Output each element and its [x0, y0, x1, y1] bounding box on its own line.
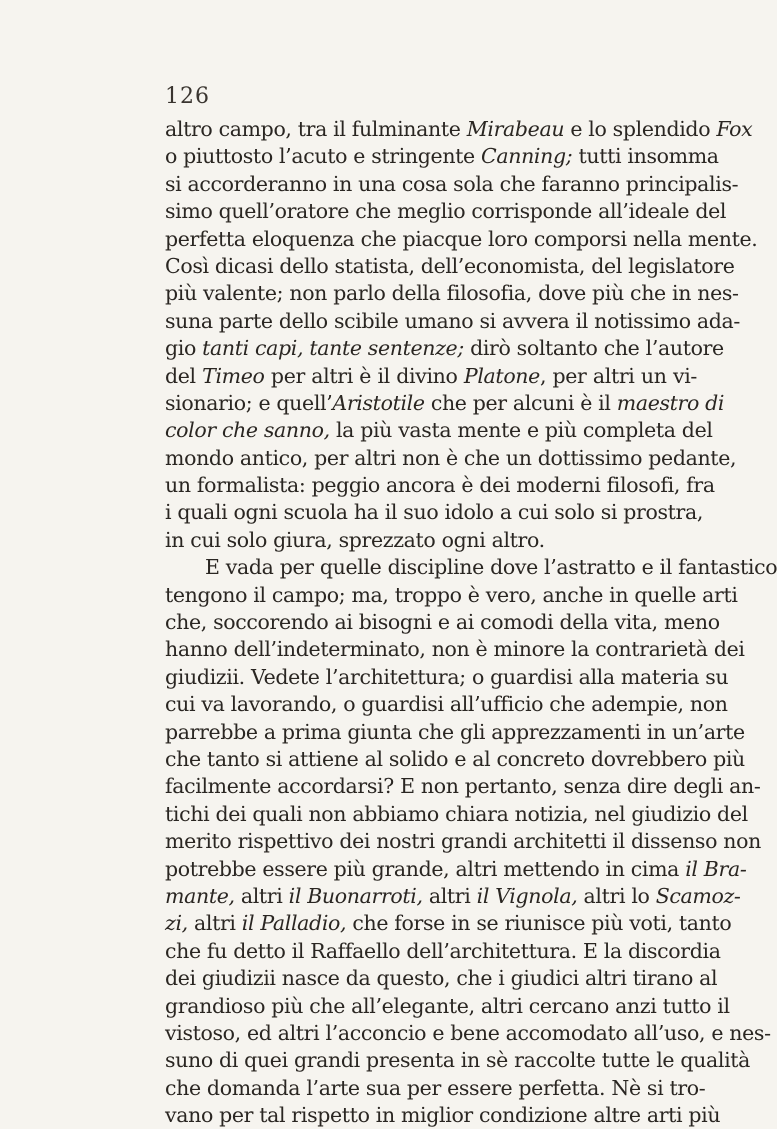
italic-text: Mirabeau	[466, 117, 565, 141]
text-run: vano per tal rispetto in miglior condizione altre arti più	[165, 1103, 721, 1128]
text-run: del	[165, 363, 203, 388]
text-run: altri	[234, 883, 289, 908]
text-run: altri	[422, 883, 477, 908]
paragraph	[165, 116, 758, 554]
text-run: e lo splendido	[564, 117, 717, 141]
text-line	[165, 308, 740, 335]
text-line	[165, 198, 727, 225]
text-run: Così dicasi dello statista, dell’economista, del legislatore	[165, 253, 735, 278]
text-run: merito rispettivo dei nostri grandi architetti il dissenso non	[165, 829, 761, 854]
text-line	[165, 746, 745, 773]
text-line	[165, 965, 718, 992]
italic-text: mante,	[165, 883, 235, 908]
text-run: più valente; non parlo della filosofia, dove più che in nes-	[165, 281, 739, 306]
italic-text: Fox	[716, 117, 753, 141]
text-line	[165, 938, 721, 965]
italic-text: il Bra-	[685, 856, 747, 881]
text-run: i quali ogni scuola ha il suo idolo a cui solo si prostra,	[165, 500, 704, 525]
italic-text: zi,	[165, 911, 188, 936]
text-run: perfetta eloquenza che piacque loro comporsi nella mente.	[165, 226, 758, 251]
text-run: altri lo	[577, 883, 656, 908]
text-run: , per altri un vi-	[539, 363, 697, 388]
text-run: facilmente accordarsi? E non pertanto, senza dire degli an-	[165, 774, 761, 799]
paragraph	[165, 554, 777, 1129]
text-run: altro campo, tra il fulminante	[165, 117, 467, 141]
text-line	[165, 883, 741, 910]
text-line	[165, 773, 761, 800]
text-run: tichi dei quali non abbiamo chiara notizia, nel giudizio del	[165, 801, 748, 826]
text-run: che per alcuni è il	[424, 390, 617, 415]
text-line	[165, 116, 753, 143]
text-run: tutti insomma	[572, 144, 719, 169]
text-run: gio	[165, 336, 203, 361]
text-run: per altri è il divino	[264, 363, 464, 388]
text-line	[165, 801, 748, 828]
text-run: si accorderanno in una cosa sola che faranno principalis-	[165, 171, 739, 196]
text-run: o piuttosto l’acuto e stringente	[165, 144, 482, 169]
text-line	[165, 582, 738, 609]
text-line	[165, 280, 739, 307]
text-run: E vada per quelle discipline dove l’astratto e il fantastico	[205, 555, 777, 580]
text-run: dirò soltanto che l’autore	[463, 336, 724, 361]
text-line	[165, 1047, 751, 1074]
text-line	[165, 1075, 706, 1102]
text-line	[165, 445, 737, 472]
text-line	[165, 171, 739, 198]
text-line	[165, 719, 745, 746]
italic-text: il Vignola,	[476, 883, 578, 908]
text-line	[165, 417, 713, 444]
italic-text: Scamoz-	[655, 883, 741, 908]
text-run: sionario; e quell’	[165, 390, 333, 415]
text-line	[165, 363, 697, 390]
text-line	[165, 554, 777, 581]
italic-text: il Palladio,	[241, 911, 347, 936]
text-line	[165, 499, 704, 526]
text-line	[165, 609, 720, 636]
text-line	[165, 828, 761, 855]
text-line	[165, 1020, 771, 1047]
text-line	[165, 527, 697, 554]
body-text	[165, 116, 777, 1129]
text-line	[165, 636, 745, 663]
text-line	[165, 143, 719, 170]
text-line	[165, 335, 724, 362]
text-run: giudizii. Vedete l’architettura; o guardisi alla materia su	[165, 664, 729, 689]
text-line	[165, 1102, 721, 1129]
text-line	[165, 993, 730, 1020]
text-run: parrebbe a prima giunta che gli apprezzamenti in un’arte	[165, 719, 745, 744]
text-run: tengono il campo; ma, troppo è vero, anche in quelle arti	[165, 582, 738, 607]
text-run: un formalista: peggio ancora è dei moderni filosofi, fra	[165, 473, 715, 498]
text-run: dei giudizii nasce da questo, che i giudici altri tirano al	[165, 966, 718, 991]
text-run: altri	[187, 911, 242, 936]
italic-text: Aristotile	[332, 390, 425, 415]
text-line	[165, 910, 732, 937]
italic-text: Timeo	[202, 363, 265, 388]
text-line	[165, 226, 758, 253]
text-line	[165, 691, 728, 718]
text-run: che tanto si attiene al solido e al concreto dovrebbero più	[165, 746, 745, 771]
text-run: vistoso, ed altri l’acconcio e bene accomodato all’uso, e nes-	[165, 1020, 771, 1045]
text-line	[165, 664, 729, 691]
italic-text: il Buonarroti,	[288, 883, 423, 908]
text-line	[165, 856, 747, 883]
text-run: che, soccorendo ai bisogni e ai comodi della vita, meno	[165, 610, 720, 635]
text-run: cui va lavorando, o guardisi all’ufficio che adempie, non	[165, 692, 728, 717]
text-run: la più vasta mente e più completa del	[329, 418, 713, 443]
page-number: 126	[165, 84, 210, 109]
text-run: che forse in se riunisce più voti, tanto	[346, 911, 732, 936]
text-line	[165, 472, 715, 499]
text-run: hanno dell’indeterminato, non è minore la contrarietà dei	[165, 637, 745, 662]
text-run: simo quell’oratore che meglio corrisponde all’ideale del	[165, 199, 727, 224]
italic-text: Platone	[463, 363, 540, 388]
text-run: suno di quei grandi presenta in sè raccolte tutte le qualità	[165, 1048, 751, 1073]
italic-text: Canning;	[481, 144, 573, 169]
italic-text: tanti capi, tante sentenze;	[202, 336, 464, 361]
italic-text: color che sanno,	[165, 418, 330, 443]
text-line	[165, 390, 725, 417]
text-run: grandioso più che all’elegante, altri cercano anzi tutto il	[165, 993, 730, 1018]
text-run: in cui solo giura, sprezzato ogni altro.	[165, 527, 545, 552]
text-run: che fu detto il Raffaello dell’architettura. E la discordia	[165, 938, 721, 963]
text-run: mondo antico, per altri non è che un dottissimo pedante,	[165, 445, 737, 470]
text-run: potrebbe essere più grande, altri mettendo in cima	[165, 856, 686, 881]
text-run: che domanda l’arte sua per essere perfetta. Nè si tro-	[165, 1075, 706, 1100]
text-line	[165, 253, 735, 280]
italic-text: maestro di	[616, 390, 725, 415]
text-run: suna parte dello scibile umano si avvera il notissimo ada-	[165, 308, 740, 333]
